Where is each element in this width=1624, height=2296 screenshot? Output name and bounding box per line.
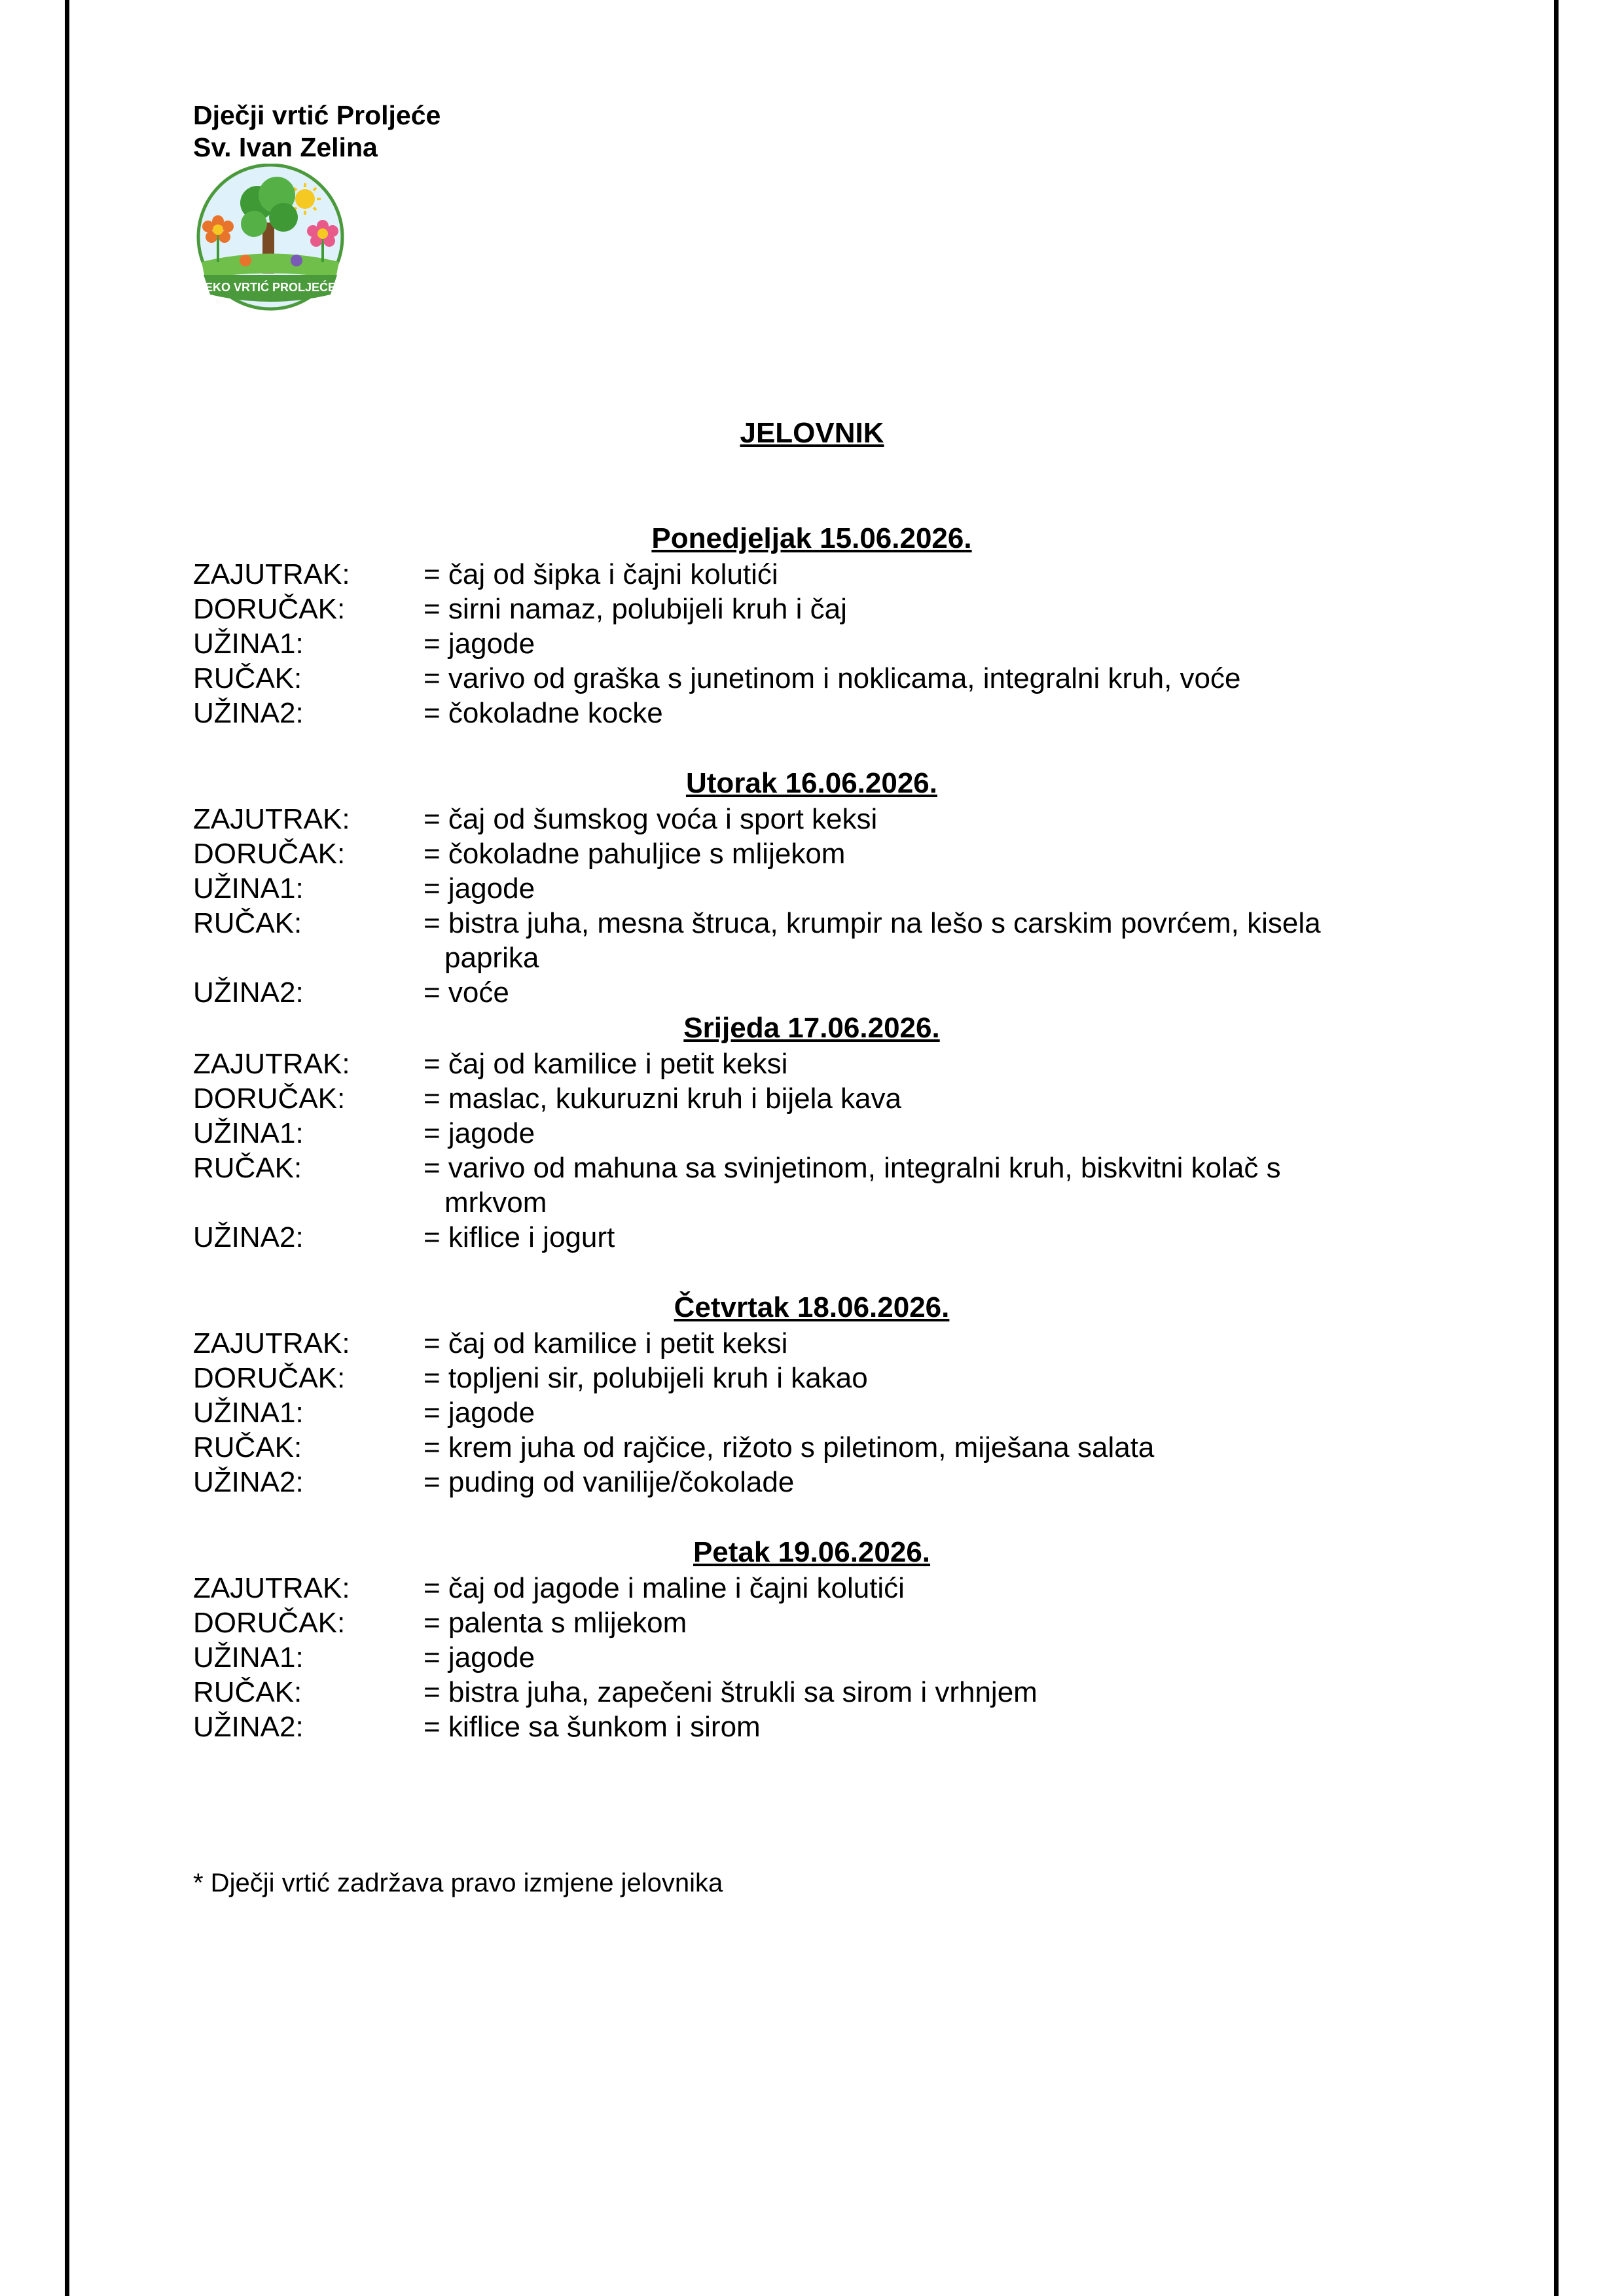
day-section <box>193 1534 1437 1744</box>
meal-row <box>193 1710 1437 1744</box>
meal-row <box>193 906 1437 975</box>
meal-description: = čaj od šumskog voća i sport keksi <box>424 803 878 835</box>
meal-description: = bistra juha, mesna štruca, krumpir na lešo s carskim povrćem, kisela <box>424 907 1321 939</box>
meal-text <box>424 1465 1437 1499</box>
meal-label: RUČAK: <box>193 662 302 694</box>
meal-description: = jagode <box>424 1641 535 1674</box>
menu-days <box>193 520 1437 1744</box>
meal-label: UŽINA1: <box>193 1641 304 1674</box>
meal-row <box>193 1361 1437 1395</box>
logo-text: EKO VRTIĆ PROLJEĆE <box>204 281 336 294</box>
kindergarten-location: Sv. Ivan Zelina <box>193 132 378 162</box>
meal-row <box>193 975 1437 1010</box>
meal-description: = čaj od šipka i čajni kolutići <box>424 558 778 590</box>
meal-label: UŽINA2: <box>193 977 304 1009</box>
meal-description: = sirni namaz, polubijeli kruh i čaj <box>424 593 847 625</box>
day-section <box>193 520 1437 730</box>
day-section <box>193 1289 1437 1499</box>
meal-row <box>193 696 1437 730</box>
meal-text <box>424 1395 1437 1430</box>
meal-description: = topljeni sir, polubijeli kruh i kakao <box>424 1362 868 1394</box>
meal-row <box>193 1151 1437 1220</box>
meal-description-continued: paprika <box>444 942 539 974</box>
meal-row <box>193 836 1437 871</box>
meal-row <box>193 871 1437 906</box>
meal-text <box>424 1047 1437 1081</box>
meal-description: = jagode <box>424 872 535 905</box>
footnote: * Dječji vrtić zadržava pravo izmjene jelovnika <box>193 1869 723 1897</box>
meal-text <box>424 1081 1437 1116</box>
meal-label: DORUČAK: <box>193 593 346 625</box>
meal-text <box>424 1326 1437 1361</box>
meal-text <box>424 1430 1437 1465</box>
meal-label: ZAJUTRAK: <box>193 803 350 835</box>
page-border-right <box>1554 0 1559 2296</box>
meal-text <box>424 1710 1437 1744</box>
meal-text <box>424 1640 1437 1675</box>
kindergarten-name: Dječji vrtić Proljeće <box>193 100 441 130</box>
meal-row <box>193 1081 1437 1116</box>
meal-row <box>193 661 1437 696</box>
meal-description: = kiflice i jogurt <box>424 1221 615 1253</box>
meal-row <box>193 592 1437 626</box>
meal-label: DORUČAK: <box>193 1083 346 1115</box>
meal-label: DORUČAK: <box>193 1362 346 1394</box>
meal-label: RUČAK: <box>193 1676 302 1708</box>
meal-row <box>193 1116 1437 1151</box>
meal-text <box>424 1220 1437 1255</box>
meal-text <box>424 1151 1437 1220</box>
meal-row <box>193 1326 1437 1361</box>
meal-row <box>193 1395 1437 1430</box>
meal-text <box>424 1571 1437 1605</box>
day-title: Srijeda 17.06.2026. <box>683 1012 940 1044</box>
meal-description: = voće <box>424 977 509 1009</box>
meal-label: UŽINA2: <box>193 1466 304 1498</box>
meal-row <box>193 1640 1437 1675</box>
meal-row <box>193 1220 1437 1255</box>
meal-description: = čaj od kamilice i petit keksi <box>424 1048 788 1080</box>
meal-row <box>193 1047 1437 1081</box>
day-title: Četvrtak 18.06.2026. <box>674 1291 950 1323</box>
meal-label: UŽINA1: <box>193 1117 304 1149</box>
meal-label: DORUČAK: <box>193 1607 346 1639</box>
meal-text <box>424 557 1437 592</box>
meal-row <box>193 557 1437 592</box>
day-title: Petak 19.06.2026. <box>693 1536 931 1568</box>
meal-row <box>193 1675 1437 1710</box>
meal-description-continued: mrkvom <box>444 1187 547 1219</box>
meal-description: = čokoladne pahuljice s mlijekom <box>424 838 846 870</box>
meal-description: = maslac, kukuruzni kruh i bijela kava <box>424 1083 901 1115</box>
meal-text <box>424 836 1437 871</box>
spacer <box>193 1499 1437 1534</box>
meal-row <box>193 1465 1437 1499</box>
day-title: Ponedjeljak 15.06.2026. <box>651 522 972 554</box>
meal-description: = bistra juha, zapečeni štrukli sa sirom i vrhnjem <box>424 1676 1038 1708</box>
meal-text <box>424 592 1437 626</box>
meal-label: ZAJUTRAK: <box>193 1327 350 1359</box>
kindergarten-logo <box>192 164 349 315</box>
meal-description: = kiflice sa šunkom i sirom <box>424 1711 761 1743</box>
meal-label: RUČAK: <box>193 907 302 939</box>
meal-description: = čokoladne kocke <box>424 697 663 729</box>
meal-description: = čaj od jagode i maline i čajni kolutići <box>424 1572 905 1604</box>
spacer <box>193 730 1437 765</box>
meal-text <box>424 1116 1437 1151</box>
meal-description: = čaj od kamilice i petit keksi <box>424 1327 788 1359</box>
meal-row <box>193 1571 1437 1605</box>
meal-row <box>193 626 1437 661</box>
kindergarten-header <box>193 99 441 164</box>
meal-label: RUČAK: <box>193 1431 302 1463</box>
meal-description: = krem juha od rajčice, rižoto s piletinom, miješana salata <box>424 1431 1155 1463</box>
meal-description: = jagode <box>424 628 535 660</box>
meal-label: RUČAK: <box>193 1152 302 1184</box>
meal-label: UŽINA1: <box>193 872 304 905</box>
meal-label: UŽINA1: <box>193 1397 304 1429</box>
meal-text <box>424 906 1437 975</box>
day-section <box>193 1010 1437 1255</box>
meal-label: UŽINA2: <box>193 1221 304 1253</box>
meal-row <box>193 1605 1437 1640</box>
meal-text <box>424 1361 1437 1395</box>
page-title: JELOVNIK <box>740 417 884 449</box>
meal-label: DORUČAK: <box>193 838 346 870</box>
meal-description: = varivo od graška s junetinom i noklicama, integralni kruh, voće <box>424 662 1241 694</box>
meal-description: = palenta s mlijekom <box>424 1607 687 1639</box>
meal-label: ZAJUTRAK: <box>193 1572 350 1604</box>
day-section <box>193 765 1437 1010</box>
page-border-left <box>65 0 69 2296</box>
meal-label: UŽINA2: <box>193 1711 304 1743</box>
meal-text <box>424 696 1437 730</box>
meal-label: UŽINA2: <box>193 697 304 729</box>
meal-text <box>424 1605 1437 1640</box>
meal-label: UŽINA1: <box>193 628 304 660</box>
meal-label: ZAJUTRAK: <box>193 558 350 590</box>
meal-text <box>424 802 1437 836</box>
day-title: Utorak 16.06.2026. <box>685 767 938 799</box>
meal-text <box>424 1675 1437 1710</box>
spacer <box>193 1255 1437 1289</box>
meal-description: = jagode <box>424 1117 535 1149</box>
meal-text <box>424 661 1437 696</box>
meal-description: = jagode <box>424 1397 535 1429</box>
meal-text <box>424 626 1437 661</box>
meal-row <box>193 1430 1437 1465</box>
meal-text <box>424 975 1437 1010</box>
meal-label: ZAJUTRAK: <box>193 1048 350 1080</box>
meal-text <box>424 871 1437 906</box>
meal-description: = varivo od mahuna sa svinjetinom, integralni kruh, biskvitni kolač s <box>424 1152 1281 1184</box>
meal-description: = puding od vanilije/čokolade <box>424 1466 795 1498</box>
meal-row <box>193 802 1437 836</box>
